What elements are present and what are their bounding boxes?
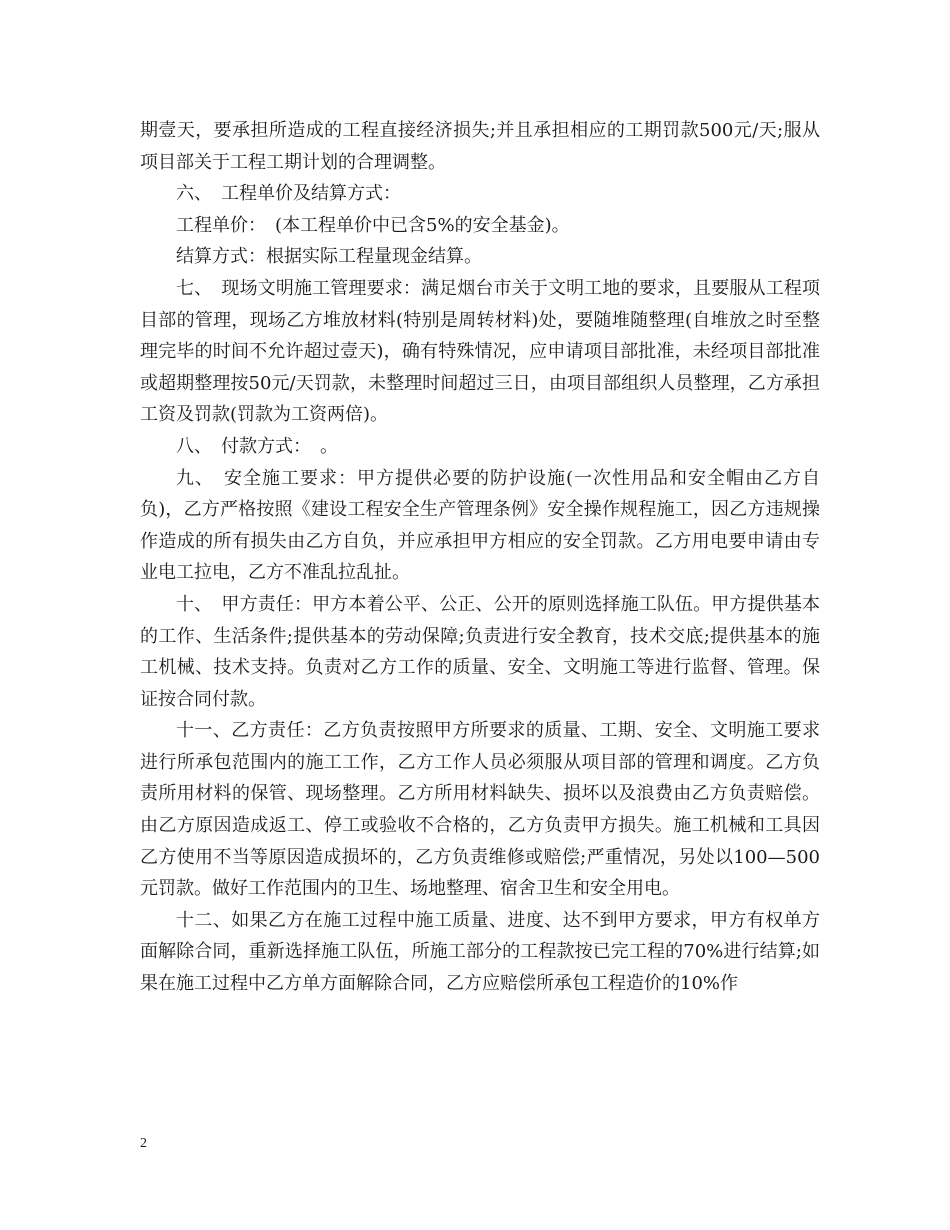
paragraph-section-11: 十一、乙方责任：乙方负责按照甲方所要求的质量、工期、安全、文明施工要求进行所承包范围内的施工工作，乙方工作人员必须服从项目部的管理和调度。乙方负责所用材料的保管、现场整理。乙方所用材料缺失、损坏以及浪费由乙方负责赔偿。由乙方原因造成返工、停工或验收不合格的，乙方负责甲方损失。施工机械和工具因乙方使用不当等原因造成损坏的，乙方负责维修或赔偿;严重情况，另处以100—500元罚款。做好工作范围内的卫生、场地整理、宿舍卫生和安全用电。 — [140, 720, 820, 900]
paragraph-section-9: 九、 安全施工要求：甲方提供必要的防护设施(一次性用品和安全帽由乙方自负)，乙方严格按照《建设工程安全生产管理条例》安全操作规程施工，因乙方违规操作造成的所有损失由乙方自负，并应承担甲方相应的安全罚款。乙方用电要申请由专业电工拉电，乙方不准乱拉乱扯。 — [140, 467, 820, 584]
paragraph-section-8: 八、 付款方式： 。 — [176, 435, 338, 457]
section-heading-6: 六、 工程单价及结算方式： — [176, 183, 401, 205]
document-body — [140, 115, 820, 1000]
page-number: 2 — [140, 1136, 147, 1151]
paragraph-section-7: 七、 现场文明施工管理要求：满足烟台市关于文明工地的要求，且要服从工程项目部的管理，现场乙方堆放材料(特别是周转材料)处，要随堆随整理(自堆放之时至整理完毕的时间不允许超过壹天)，确有特殊情况，应申请项目部批准，未经项目部批准或超期整理按50元/天罚款，未整理时间超过三日，由项目部组织人员整理，乙方承担工资及罚款(罚款为工资两倍)。 — [140, 277, 820, 426]
paragraph-section-10: 十、 甲方责任：甲方本着公平、公正、公开的原则选择施工队伍。甲方提供基本的工作、生活条件;提供基本的劳动保障;负责进行安全教育，技术交底;提供基本的施工机械、技术支持。负责对乙方工作的质量、安全、文明施工等进行监督、管理。保证按合同付款。 — [140, 593, 820, 710]
paragraph: 结算方式：根据实际工程量现金结算。 — [176, 246, 482, 268]
paragraph-section-12: 十二、如果乙方在施工过程中施工质量、进度、达不到甲方要求，甲方有权单方面解除合同，重新选择施工队伍，所施工部分的工程款按已完工程的70%进行结算;如果在施工过程中乙方单方面解除合同，乙方应赔偿所承包工程造价的10%作 — [140, 909, 820, 995]
paragraph: 期壹天，要承担所造成的工程直接经济损失;并且承担相应的工期罚款500元/天;服从项目部关于工程工期计划的合理调整。 — [140, 120, 820, 173]
paragraph: 工程单价： (本工程单价中已含5%的安全基金)。 — [176, 214, 570, 236]
